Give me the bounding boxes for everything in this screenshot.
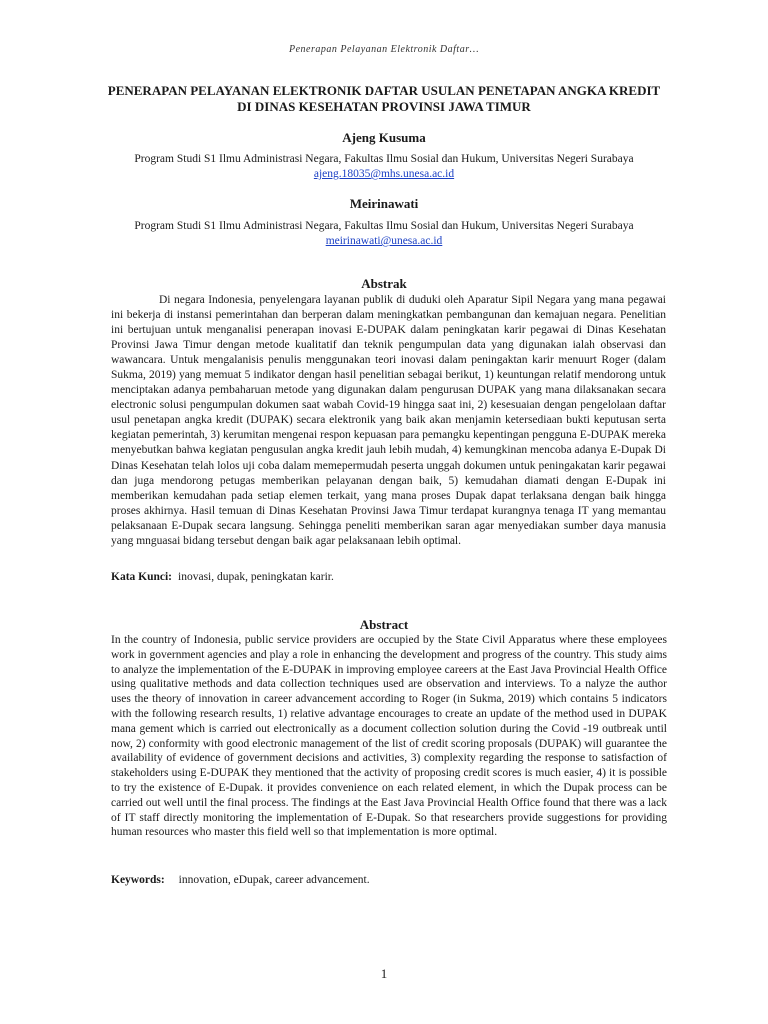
- title-line-1: PENERAPAN PELAYANAN ELEKTRONIK DAFTAR USULAN PENETAPAN ANGKA KREDIT: [107, 83, 661, 98]
- running-header: Penerapan Pelayanan Elektronik Daftar…: [289, 44, 479, 55]
- page-number: 1: [380, 966, 388, 981]
- keywords: [111, 874, 666, 886]
- author-email-2[interactable]: meirinawati@unesa.ac.id: [325, 235, 443, 247]
- title-line-2: DI DINAS KESEHATAN PROVINSI JAWA TIMUR: [237, 99, 531, 114]
- keywords-value: innovation, eDupak, career advancement.: [178, 874, 370, 886]
- author-email-1[interactable]: ajeng.18035@mhs.unesa.ac.id: [313, 168, 455, 180]
- kata-kunci-value: inovasi, dupak, peningkatan karir.: [178, 571, 334, 583]
- abstrak-heading: Abstrak: [361, 276, 407, 291]
- author-affiliation-2: [0, 219, 768, 249]
- author-name-2: Meirinawati: [349, 196, 419, 211]
- affiliation-text-1: Program Studi S1 Ilmu Administrasi Negara, Fakultas Ilmu Sosial dan Hukum, Universitas Negeri Surabaya: [134, 153, 634, 165]
- affiliation-text-2: Program Studi S1 Ilmu Administrasi Negara, Fakultas Ilmu Sosial dan Hukum, Universitas Negeri Surabaya: [134, 220, 634, 232]
- abstract-body: In the country of Indonesia, public service providers are occupied by the State Civil Apparatus where these employees work in government agencies and play a role in enhancing the development and progress of the country. This study aims to analyze the implementation of the E-DUPAK in improving employee careers at the East Java Provincial Health Office using qualitative methods and data collection techniques used are observation and interviews. To a nalyze the author uses the theory of innovation in career advancement according to Roger (in Sukma, 2019) which contains 5 indicators with the following research results, 1) relative advantage encourages to create an update of the method used in DUPAK mana gement which is carried out electronically as a document collection solution during the Covid -19 outbreak until now, 2) conformity with good electronic management of the list of credit scoring proposals (DUPAK) will guarantee the availability of evidence of government decisions and activities, 3) complexity regarding the response to satisfaction of stakeholders using E-DUPAK they mentioned that the activity of proposing credit scores is much easier, 4) it is possible to try the existence of E-Dupak. it provides convenience on each related element, in which the Dupak process can be carried out well until the final process. The findings at the East Java Provincial Health Office found that there was a lack of IT staff directly monitoring the implementation of E-Dupak. So that researchers provide suggestions for providing human resources who master this field well so that implementation is more optimal.: [111, 634, 667, 839]
- abstrak-body: Di negara Indonesia, penyelengara layanan publik di duduki oleh Aparatur Sipil Negara yang mana pegawai ini bekerja di instansi pemerintahan dan berperan dalam meningkatkan pembangunan dan kemajuan negara. Penelitian ini bertujuan untuk menganalisi penerapan inovasi E-DUPAK dalam peningkatan karir pegawai di Dinas Kesehatan Provinsi Jawa Timur dengan metode kualitatif dan teknik pengumpulan data yang digunakan ialah observasi dan wawancara. Untuk mengalanisis penulis menggunakan teori inovasi dalam peningaktan karir menuurt Roger (dalam Sukma, 2019) yang memuat 5 indikator dengan hasil penelitian sebagai berikut, 1) keuntungan relatif mendorong untuk menciptakan adanya pembaharuan metode yang digunakan dalam pengurusan DUPAK yang mana dilaksanakan secara electronic solusi pengumpulan dokumen saat wabah Covid-19 hingga saat ini, 2) kesesuaian dengan pengelolaan daftar usul penetapan angka kredit (DUPAK) secara elektronik yang baik akan menjamin ketersediaan bukti keputusan serta kegiatan pemerintah, 3) kerumitan mengenai respon kepuasan para pemangku kepentingan pengguna E-DUPAK mereka menyebutkan bahwa kegiatan pengusulan angka kredit jauh lebih mudah, 4) kemungkinan mencoba adanya E-Dupak Di Dinas Kesehatan telah lolos uji coba dalam memepermudah peserta unggah dokumen untuk peningakatan karir pegawai dan juga mendorong petugas memberikan pelayanan dengan baik, 5) kemudahan diamati dengan E-Dupak ini memberikan kemudahan pada setiap elemen terkait, yang mana proses Dupak dapat terlaksana dengan baik hingga proses akhirnya. Hasil temuan di Dinas Kesehatan Provinsi Jawa Timur terdapat kurangnya tenaga IT yang memantau pelaksanaan E-Dupak secara langsung. Sehingga peneliti memberikan saran agar menyediakan sumber daya manusia yang mnguasai bidang tersebut dengan baik agar pelaksanaan lebih optimal.: [111, 294, 666, 547]
- kata-kunci-label: Kata Kunci:: [111, 571, 173, 583]
- keywords-label: Keywords:: [111, 874, 165, 886]
- author-name-1: Ajeng Kusuma: [342, 130, 426, 145]
- paper-title: [40, 83, 728, 115]
- kata-kunci: [111, 571, 666, 583]
- author-affiliation-1: [0, 152, 768, 182]
- abstract-heading: Abstract: [359, 617, 409, 632]
